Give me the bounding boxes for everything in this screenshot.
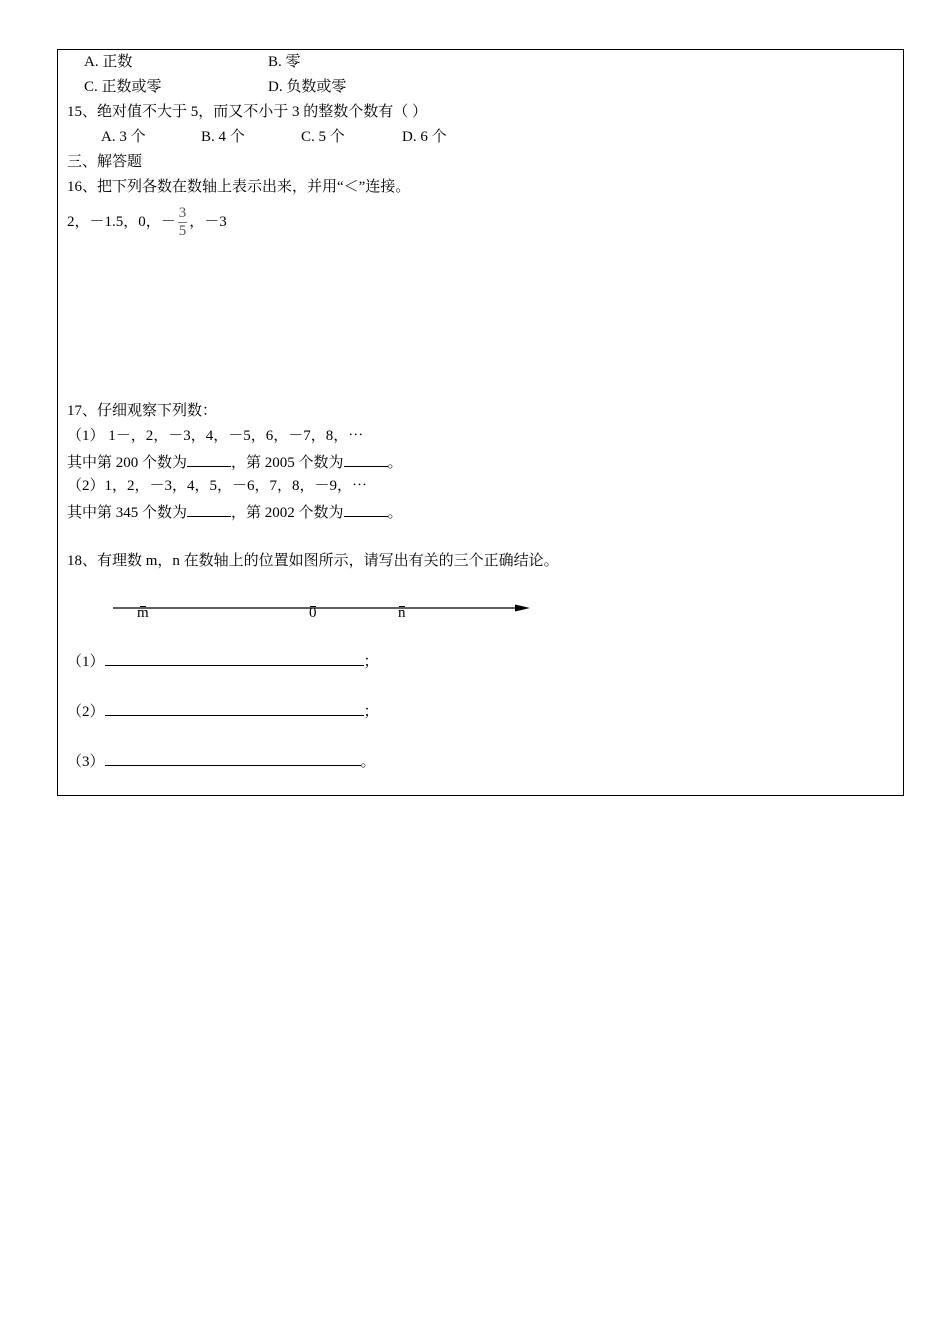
q15-stem: 15、绝对值不大于 5，而又不小于 3 的整数个数有（ ） — [67, 104, 428, 120]
q18-answer-3 — [67, 751, 376, 771]
q15-option-a: A. 3 个 — [101, 129, 146, 145]
q16-list-prefix: 2，－1.5，0，－ — [67, 214, 176, 230]
number-line — [108, 598, 538, 618]
q17-question-2 — [67, 502, 403, 522]
number-line-arrow — [515, 605, 530, 612]
q18-answer-2-end: ； — [363, 704, 379, 720]
q14-option-c: C. 正数或零 — [84, 79, 162, 95]
q16-fraction — [178, 205, 188, 240]
q18-stem: 18、有理数 m，n 在数轴上的位置如图所示，请写出有关的三个正确结论。 — [67, 553, 559, 569]
answer-blank[interactable] — [105, 651, 364, 666]
q17-sequence-2: （2）1，2，－3，4，5，－6，7，8，－9，⋯ — [67, 478, 368, 494]
answer-blank[interactable] — [344, 452, 388, 467]
section-title: 三、解答题 — [67, 154, 143, 170]
answer-blank[interactable] — [105, 701, 364, 716]
q18-answer-3-end: 。 — [360, 754, 376, 770]
q16-number-list — [67, 204, 227, 240]
worksheet-frame — [57, 49, 904, 796]
q15-option-c: C. 5 个 — [301, 129, 345, 145]
q14-option-d: D. 负数或零 — [268, 79, 347, 95]
axis-label-0: 0 — [309, 605, 317, 621]
axis-label-n: n — [398, 605, 406, 621]
q18-answer-3-label: （3） — [67, 754, 105, 770]
q17-q1-text-c: 。 — [387, 455, 403, 471]
q17-sequence-1: （1） 1－，2，－3，4，－5，6，－7，8，⋯ — [67, 428, 364, 444]
q16-fraction-numerator: 3 — [178, 205, 187, 222]
q17-question-1 — [67, 452, 403, 472]
answer-blank[interactable] — [105, 751, 361, 766]
q17-q2-text-c: 。 — [387, 505, 403, 521]
q15-option-d: D. 6 个 — [402, 129, 447, 145]
q16-list-suffix: ，－3 — [189, 214, 227, 230]
q18-answer-1-label: （1） — [67, 654, 105, 670]
q17-q1-text-b: ，第 2005 个数为 — [231, 455, 344, 471]
q17-q2-text-a: 其中第 345 个数为 — [67, 505, 188, 521]
q18-answer-2 — [67, 701, 379, 721]
q16-fraction-denominator: 5 — [178, 223, 187, 240]
q18-answer-2-label: （2） — [67, 704, 105, 720]
q17-q2-text-b: ，第 2002 个数为 — [231, 505, 344, 521]
axis-label-m: m — [137, 605, 149, 621]
q17-stem: 17、仔细观察下列数： — [67, 403, 218, 419]
q14-option-b: B. 零 — [268, 54, 301, 70]
q17-q1-text-a: 其中第 200 个数为 — [67, 455, 188, 471]
q18-answer-1 — [67, 651, 379, 671]
q16-stem: 16、把下列各数在数轴上表示出来，并用“＜”连接。 — [67, 179, 411, 195]
q14-option-a: A. 正数 — [84, 54, 133, 70]
answer-blank[interactable] — [187, 452, 231, 467]
answer-blank[interactable] — [344, 502, 388, 517]
answer-blank[interactable] — [187, 502, 231, 517]
q15-option-b: B. 4 个 — [201, 129, 245, 145]
q18-answer-1-end: ； — [363, 654, 379, 670]
